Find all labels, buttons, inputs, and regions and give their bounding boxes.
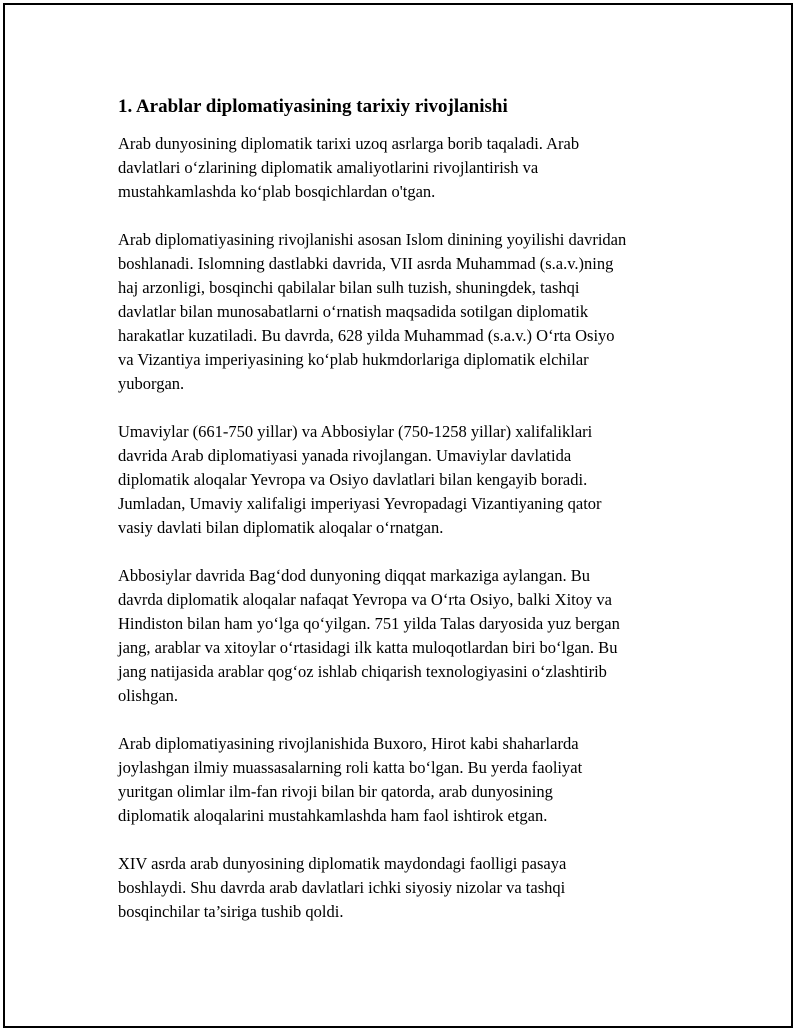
paragraph-line: diplomatik aloqalarini mustahkamlashda ham faol ishtirok etgan.	[118, 806, 548, 825]
paragraph-line: va Vizantiya imperiyasining ko‘plab hukmdorlariga diplomatik elchilar	[118, 350, 589, 369]
paragraph-line: olishgan.	[118, 686, 179, 705]
document-title: 1. Arablar diplomatiyasining tarixiy rivojlanishi	[118, 96, 508, 117]
paragraph-list	[118, 132, 698, 924]
paragraph	[118, 420, 698, 540]
paragraph-line: XIV asrda arab dunyosining diplomatik maydondagi faolligi pasaya	[118, 854, 567, 873]
paragraph-line: yuborgan.	[118, 374, 185, 393]
paragraph-line: diplomatik aloqalar Yevropa va Osiyo davlatlari bilan kengayib boradi.	[118, 470, 588, 489]
paragraph-line: jang, arablar va xitoylar o‘rtasidagi ilk katta muloqotlardan biri bo‘lgan. Bu	[118, 638, 618, 657]
paragraph-line: davrda diplomatik aloqalar nafaqat Yevropa va O‘rta Osiyo, balki Xitoy va	[118, 590, 612, 609]
paragraph	[118, 132, 698, 204]
paragraph-line: davrida Arab diplomatiyasi yanada rivojlangan. Umaviylar davlatida	[118, 446, 572, 465]
paragraph	[118, 228, 698, 396]
paragraph	[118, 732, 698, 828]
paragraph-line: joylashgan ilmiy muassasalarning roli katta bo‘lgan. Bu yerda faoliyat	[118, 758, 583, 777]
document-body	[118, 94, 698, 948]
paragraph-line: bosqinchilar ta’siriga tushib qoldi.	[118, 902, 344, 921]
paragraph-line: jang natijasida arablar qog‘oz ishlab chiqarish texnologiyasini o‘zlashtirib	[118, 662, 607, 681]
paragraph-line: Arab dunyosining diplomatik tarixi uzoq asrlarga borib taqaladi. Arab	[118, 134, 580, 153]
paragraph-line: mustahkamlashda ko‘plab bosqichlardan o'tgan.	[118, 182, 436, 201]
paragraph-line: yuritgan olimlar ilm-fan rivoji bilan bir qatorda, arab dunyosining	[118, 782, 553, 801]
paragraph-line: haj arzonligi, bosqinchi qabilalar bilan sulh tuzish, shuningdek, tashqi	[118, 278, 580, 297]
paragraph-line: davlatlar bilan munosabatlarni o‘rnatish maqsadida sotilgan diplomatik	[118, 302, 589, 321]
paragraph-line: vasiy davlati bilan diplomatik aloqalar o‘rnatgan.	[118, 518, 444, 537]
paragraph-line: harakatlar kuzatiladi. Bu davrda, 628 yilda Muhammad (s.a.v.) O‘rta Osiyo	[118, 326, 615, 345]
paragraph-line: davlatlari o‘zlarining diplomatik amaliyotlarini rivojlantirish va	[118, 158, 539, 177]
paragraph	[118, 564, 698, 708]
paragraph-line: boshlanadi. Islomning dastlabki davrida, VII asrda Muhammad (s.a.v.)ning	[118, 254, 614, 273]
paragraph-line: Hindiston bilan ham yo‘lga qo‘yilgan. 751 yilda Talas daryosida yuz bergan	[118, 614, 620, 633]
paragraph-line: Jumladan, Umaviy xalifaligi imperiyasi Yevropadagi Vizantiyaning qator	[118, 494, 602, 513]
paragraph	[118, 852, 698, 924]
paragraph-line: Abbosiylar davrida Bag‘dod dunyoning diqqat markaziga aylangan. Bu	[118, 566, 590, 585]
paragraph-line: Arab diplomatiyasining rivojlanishida Buxoro, Hirot kabi shaharlarda	[118, 734, 579, 753]
paragraph-line: Umaviylar (661-750 yillar) va Abbosiylar (750-1258 yillar) xalifaliklari	[118, 422, 593, 441]
paragraph-line: boshlaydi. Shu davrda arab davlatlari ichki siyosiy nizolar va tashqi	[118, 878, 566, 897]
paragraph-line: Arab diplomatiyasining rivojlanishi asosan Islom dinining yoyilishi davridan	[118, 230, 627, 249]
